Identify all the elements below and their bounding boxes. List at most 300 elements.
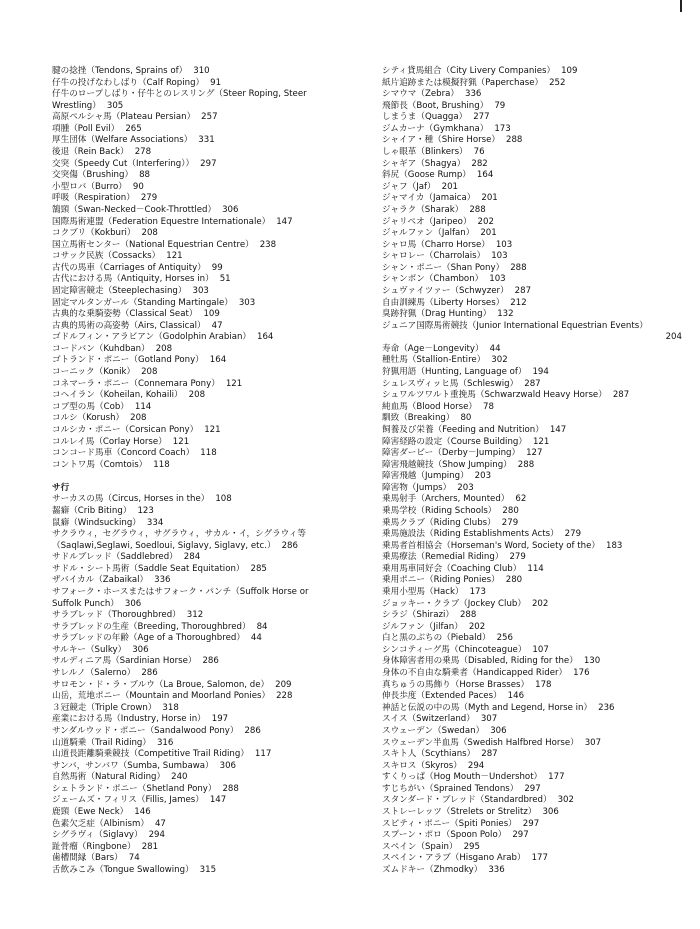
index-term: コネマーラ・ポニー（Connemara Pony） bbox=[52, 378, 220, 389]
index-page-number: 121 bbox=[204, 424, 221, 435]
index-term: （Saqlawi,Seglawi, Soedloui, Siglavy, Siglavy, etc.） bbox=[52, 540, 276, 551]
index-entry bbox=[52, 691, 368, 703]
index-entry bbox=[52, 518, 368, 530]
index-page-number: 277 bbox=[473, 112, 490, 123]
index-page-number: 103 bbox=[491, 251, 508, 262]
index-term: コードバン（Kuhdban） bbox=[52, 343, 150, 354]
index-entry bbox=[382, 89, 682, 101]
index-term: サドルブレッド（Saddlebred） bbox=[52, 552, 178, 563]
index-entry bbox=[52, 251, 368, 263]
section-heading: サ行 bbox=[52, 482, 70, 493]
index-page-number: 257 bbox=[201, 112, 218, 123]
index-term: サラブレッドの年齢（Age of a Thoroughbred） bbox=[52, 633, 245, 644]
index-term: 白と黒のぶちの（Piebald） bbox=[382, 633, 491, 644]
index-term: ジルファン（Jilfan） bbox=[382, 621, 463, 632]
index-entry bbox=[52, 413, 368, 425]
index-term: ゴドルフィン・アラビアン（Godolphin Arabian） bbox=[52, 332, 251, 343]
index-entry bbox=[52, 714, 368, 726]
index-page-number: 62 bbox=[515, 494, 527, 505]
index-page-number: 305 bbox=[106, 100, 124, 111]
index-term: 後退（Rein Back） bbox=[52, 147, 129, 158]
index-entry bbox=[52, 668, 368, 680]
index-term: 国際馬術連盟（Federation Equestre Internationale） bbox=[52, 216, 271, 227]
index-term: コサック民族（Cossacks） bbox=[52, 251, 161, 262]
index-page-number: 127 bbox=[526, 448, 543, 459]
index-term: しまうま（Quagga） bbox=[382, 112, 468, 123]
index-entry bbox=[52, 344, 368, 356]
index-page-number: 109 bbox=[203, 309, 220, 320]
index-page-number: 146 bbox=[134, 807, 151, 817]
index-entry bbox=[382, 379, 682, 391]
index-entry bbox=[52, 182, 368, 194]
index-term: 斜尻（Goose Rump） bbox=[382, 170, 471, 181]
index-entry bbox=[52, 390, 368, 402]
index-page-number: 132 bbox=[497, 309, 514, 320]
index-page-number: 118 bbox=[200, 448, 217, 459]
index-term: 項腫（Poll Evil） bbox=[52, 123, 120, 134]
index-entry bbox=[382, 552, 682, 564]
index-page-number: 183 bbox=[606, 540, 623, 551]
index-term: 障害経路の設定（Course Building） bbox=[382, 436, 527, 447]
index-page-number: 286 bbox=[202, 656, 219, 667]
index-term: スプーン・ポロ（Spoon Polo） bbox=[382, 830, 507, 841]
corner-mark bbox=[680, 0, 682, 12]
index-entry bbox=[382, 101, 682, 113]
index-term: 交突傷（Brushing） bbox=[52, 170, 134, 181]
index-entry bbox=[382, 738, 682, 750]
index-term: シラジ（Shirazi） bbox=[382, 610, 454, 621]
index-term: 寿命（Age－Longevity） bbox=[382, 343, 484, 354]
index-page-number: 278 bbox=[134, 147, 152, 158]
index-entry bbox=[382, 135, 682, 147]
index-term: シマウマ（Zebra） bbox=[382, 89, 459, 100]
index-entry bbox=[52, 587, 368, 599]
index-page-number: 279 bbox=[501, 517, 519, 528]
index-page-number: 286 bbox=[244, 725, 261, 736]
index-term: 障害ダービー（Derby－Jumping） bbox=[382, 448, 521, 459]
index-entry bbox=[52, 749, 368, 761]
index-entry bbox=[382, 355, 682, 367]
index-page-number: 306 bbox=[490, 725, 507, 736]
index-term: 狩猟用語（Hunting, Language of） bbox=[382, 367, 527, 378]
index-entry bbox=[52, 599, 368, 611]
index-entry bbox=[382, 761, 682, 773]
index-page-number: 99 bbox=[211, 262, 223, 273]
index-entry bbox=[52, 784, 368, 796]
index-page-number: 194 bbox=[532, 367, 549, 378]
index-page-number: 306 bbox=[542, 807, 559, 817]
index-entry bbox=[52, 124, 368, 136]
index-page-number: 208 bbox=[130, 413, 147, 424]
index-entry bbox=[382, 460, 682, 472]
index-page-number: 302 bbox=[491, 355, 508, 366]
index-page-number: 284 bbox=[183, 552, 201, 563]
index-entry bbox=[52, 217, 368, 229]
index-page-number: 90 bbox=[132, 181, 144, 192]
index-term: コルレイ馬（Corlay Horse） bbox=[52, 436, 167, 447]
index-term: 厚生団体（Welfare Associations） bbox=[52, 135, 193, 146]
index-page-number: 91 bbox=[210, 77, 222, 88]
index-term: ジャマイカ（Jamaica） bbox=[382, 193, 476, 204]
index-term: 国立馬術センター（National Equestrian Centre） bbox=[52, 239, 254, 250]
index-entry bbox=[382, 541, 682, 553]
index-page-number: 228 bbox=[276, 691, 293, 702]
index-page-number: 84 bbox=[256, 621, 268, 632]
index-entry bbox=[52, 379, 368, 391]
index-term: 身体の不自由な騎乗者（Handicapped Rider） bbox=[382, 668, 568, 679]
index-term: シュレスヴィッヒ馬（Schleswig） bbox=[382, 378, 519, 389]
index-page-number: 51 bbox=[219, 274, 231, 285]
index-entry bbox=[52, 842, 368, 854]
index-term: スウェーデン半血馬（Swedish Halfbred Horse） bbox=[382, 737, 579, 748]
index-term: 舌飲みこみ（Tongue Swallowing） bbox=[52, 864, 194, 875]
index-term: ３冠競走（Triple Crown） bbox=[52, 702, 157, 713]
index-page-number: 288 bbox=[510, 262, 527, 273]
index-page-number: 282 bbox=[471, 158, 488, 169]
index-page-number: 78 bbox=[482, 401, 494, 412]
index-term: スペイン（Spain） bbox=[382, 841, 458, 852]
index-entry bbox=[382, 599, 682, 611]
index-entry bbox=[382, 448, 682, 460]
index-term: 固定障害競走（Steeplechasing） bbox=[52, 285, 187, 296]
index-term: シャイア・種（Shire Horse） bbox=[382, 135, 500, 146]
index-entry bbox=[382, 795, 682, 807]
index-entry bbox=[382, 112, 682, 124]
index-entry bbox=[52, 112, 368, 124]
index-page-number: 306 bbox=[222, 204, 239, 215]
index-entry bbox=[52, 622, 368, 634]
index-term: シュヴァイツァー（Schwyzer） bbox=[382, 285, 509, 296]
index-page-number: 177 bbox=[548, 772, 565, 783]
index-entry bbox=[382, 645, 682, 657]
index-entry bbox=[382, 471, 682, 483]
index-page-number: 287 bbox=[481, 749, 498, 760]
index-entry bbox=[52, 564, 368, 576]
index-page-number: 279 bbox=[509, 552, 526, 563]
index-entry bbox=[52, 865, 368, 877]
index-term: ジャラク（Sharak） bbox=[382, 204, 464, 215]
index-term: しゃ眼革（Blinkers） bbox=[382, 147, 468, 158]
index-page-number: 307 bbox=[584, 737, 602, 748]
index-page-number: 173 bbox=[469, 587, 486, 598]
index-entry bbox=[52, 355, 368, 367]
index-term: シティ貸馬組合（City Livery Companies） bbox=[382, 66, 556, 76]
index-term: 古代の馬車（Carriages of Antiquity） bbox=[52, 262, 206, 273]
index-entry bbox=[52, 228, 368, 240]
index-entry bbox=[382, 240, 682, 252]
index-page-number: 107 bbox=[532, 644, 549, 655]
index-page-number: 288 bbox=[469, 204, 486, 215]
index-term: ジャフ（Jaf） bbox=[382, 181, 436, 192]
index-entry bbox=[382, 622, 682, 634]
index-entry bbox=[52, 738, 368, 750]
index-term: 純血馬（Blood Horse） bbox=[382, 401, 477, 412]
index-page-number: 109 bbox=[561, 66, 578, 76]
index-entry bbox=[382, 170, 682, 182]
index-page-number: 315 bbox=[199, 864, 217, 875]
index-entry bbox=[382, 772, 682, 784]
index-term: 古典的な乗騎姿勢（Classical Seat） bbox=[52, 309, 198, 320]
index-page-number: 201 bbox=[481, 193, 498, 204]
index-entry bbox=[382, 807, 682, 819]
index-term: シャン・ポニー（Shan Pony） bbox=[382, 262, 505, 273]
index-term: すくりっぱ（Hog Mouth－Undershot） bbox=[382, 772, 543, 783]
index-entry bbox=[382, 124, 682, 136]
index-term: サンバ，サンバワ（Sumba, Sumbawa） bbox=[52, 760, 214, 771]
index-page-number: 318 bbox=[162, 702, 179, 713]
index-entry bbox=[382, 865, 682, 877]
index-entry bbox=[382, 842, 682, 854]
index-entry bbox=[52, 205, 368, 217]
index-entry bbox=[382, 182, 682, 194]
index-entry bbox=[382, 749, 682, 761]
index-entry bbox=[52, 367, 368, 379]
index-page-number: 202 bbox=[531, 598, 549, 609]
index-entry bbox=[382, 309, 682, 321]
index-page-number: 288 bbox=[222, 783, 239, 794]
index-page-number: 123 bbox=[137, 505, 154, 516]
index-term: 腱の捻挫（Tendons, Sprains of） bbox=[52, 66, 188, 76]
index-entry bbox=[382, 668, 682, 680]
index-term: 鹿頸（Ewe Neck） bbox=[52, 807, 129, 817]
index-entry bbox=[382, 251, 682, 263]
index-page-number: 164 bbox=[476, 170, 494, 181]
blank-line bbox=[52, 471, 368, 483]
index-entry bbox=[52, 830, 368, 842]
index-term: ザバイカル（Zabaikal） bbox=[52, 575, 149, 586]
index-page-number: 306 bbox=[124, 598, 142, 609]
index-page-number: 316 bbox=[156, 737, 174, 748]
index-term: シュワルツワルト重挽馬（Schwarzwald Heavy Horse） bbox=[382, 390, 607, 401]
index-page-number: 310 bbox=[193, 66, 210, 76]
index-entry bbox=[52, 819, 368, 831]
index-entry bbox=[52, 193, 368, 205]
index-term: 紙片追跡または模擬狩猟（Paperchase） bbox=[382, 77, 544, 88]
index-term: 鵠頸（Swan-Necked－Cook-Throttled） bbox=[52, 204, 217, 215]
index-term: ジョッキー・クラブ（Jockey Club） bbox=[382, 598, 526, 609]
index-term: コントワ馬（Comtois） bbox=[52, 459, 148, 470]
index-page-number: 147 bbox=[209, 795, 227, 806]
index-term: サラブレッドの生産（Breeding, Thoroughbred） bbox=[52, 621, 251, 632]
index-term: 乗用ポニー（Riding Ponies） bbox=[382, 575, 500, 586]
index-entry bbox=[382, 726, 682, 738]
index-term: ジャリペオ（Jaripeo） bbox=[382, 216, 472, 227]
index-page-number: 208 bbox=[141, 367, 158, 378]
index-page-number: 118 bbox=[153, 459, 170, 470]
index-page-number: 114 bbox=[527, 563, 544, 574]
index-entry bbox=[52, 425, 368, 437]
index-entry bbox=[52, 541, 368, 553]
index-page-number: 331 bbox=[198, 135, 215, 146]
index-entry bbox=[382, 784, 682, 796]
index-term: サドル・シート馬術（Saddle Seat Equitation） bbox=[52, 563, 245, 574]
index-term: シャンボン（Chambon） bbox=[382, 274, 484, 285]
index-page-number: 147 bbox=[276, 216, 293, 227]
index-term: 山岳，荒地ポニー（Mountain and Moorland Ponies） bbox=[52, 691, 271, 702]
index-page-number: 286 bbox=[141, 668, 158, 679]
index-entry bbox=[382, 587, 682, 599]
index-entry bbox=[382, 66, 682, 78]
index-entry bbox=[52, 575, 368, 587]
index-page-number: 208 bbox=[155, 343, 173, 354]
index-entry bbox=[52, 460, 368, 472]
index-page-number: 297 bbox=[522, 818, 540, 829]
index-entry bbox=[382, 656, 682, 668]
index-term: 障害飛越（Jumping） bbox=[382, 471, 469, 482]
index-entry bbox=[52, 159, 368, 171]
index-page-number: 146 bbox=[507, 691, 525, 702]
index-page-number: 286 bbox=[281, 540, 298, 551]
index-term: サルキー（Sulky） bbox=[52, 644, 127, 655]
index-page-number: 280 bbox=[502, 505, 519, 516]
index-term: 馴致（Breaking） bbox=[382, 413, 455, 424]
index-page-number: 208 bbox=[188, 390, 206, 401]
index-page-number: 294 bbox=[148, 830, 165, 841]
index-entry bbox=[382, 830, 682, 842]
index-entry bbox=[382, 332, 682, 344]
index-entry bbox=[52, 772, 368, 784]
index-page-number: 256 bbox=[496, 633, 513, 644]
index-page-number: 121 bbox=[172, 436, 190, 447]
index-term: コルシ（Korush） bbox=[52, 413, 125, 424]
index-entry bbox=[52, 402, 368, 414]
index-term: 伸長歩度（Extended Paces） bbox=[382, 691, 502, 702]
index-entry bbox=[52, 552, 368, 564]
index-page-number: 173 bbox=[494, 123, 511, 134]
index-entry bbox=[382, 78, 682, 90]
index-page-number: 44 bbox=[250, 633, 262, 644]
index-page-number: 236 bbox=[598, 702, 615, 713]
index-page-number: 74 bbox=[128, 853, 140, 864]
index-entry bbox=[52, 853, 368, 865]
index-term: サロモン・ド・ラ・ブルウ（La Broue, Salomon, de） bbox=[52, 679, 270, 690]
index-column-right bbox=[382, 66, 682, 876]
index-page-number: 88 bbox=[139, 170, 150, 181]
index-entry bbox=[52, 274, 368, 286]
index-term: 仔牛の投げなわしばり（Calf Roping） bbox=[52, 77, 205, 88]
index-term: ジムカーナ（Gymkhana） bbox=[382, 123, 489, 134]
index-entry bbox=[382, 529, 682, 541]
index-entry bbox=[52, 101, 368, 113]
index-page-number: 197 bbox=[211, 714, 229, 725]
index-entry bbox=[52, 332, 368, 344]
index-term: 自然馬術（Natural Riding） bbox=[52, 772, 166, 783]
index-term: 色素欠乏症（Albinism） bbox=[52, 818, 149, 829]
index-term: シャロレー（Charrolais） bbox=[382, 251, 486, 262]
index-page-number: 281 bbox=[141, 841, 159, 852]
index-page-number: 238 bbox=[259, 239, 277, 250]
index-entry bbox=[52, 726, 368, 738]
index-entry bbox=[382, 286, 682, 298]
index-entry bbox=[52, 135, 368, 147]
index-page-number: 80 bbox=[460, 413, 472, 424]
index-term: コーニック（Konik） bbox=[52, 367, 136, 378]
index-entry bbox=[52, 309, 368, 321]
index-term: サラブレッド（Thoroughbred） bbox=[52, 610, 181, 621]
index-page-number: 121 bbox=[166, 251, 183, 262]
index-entry bbox=[382, 147, 682, 159]
index-entry bbox=[52, 437, 368, 449]
index-term: 種牡馬（Stallion-Entire） bbox=[382, 355, 486, 366]
index-page-number: 176 bbox=[573, 668, 590, 679]
index-term: 飼養及び栄養（Feeding and Nutrition） bbox=[382, 424, 544, 435]
index-term: ストレーレッツ（Strelets or Strelitz） bbox=[382, 807, 537, 817]
index-term: スタンダード・ブレッド（Standardbred） bbox=[382, 795, 552, 806]
index-term: 小型ロバ（Burro） bbox=[52, 181, 127, 192]
index-entry bbox=[382, 321, 682, 333]
index-entry bbox=[52, 680, 368, 692]
index-term: 乗馬者首相協会（Horseman's Word, Society of the） bbox=[382, 540, 600, 551]
index-page-number: 114 bbox=[134, 401, 152, 412]
index-term: 山道長距離騎乗競技（Competitive Trail Riding） bbox=[52, 749, 249, 760]
index-term: 乗用小型馬（Hack） bbox=[382, 587, 464, 598]
index-term: スキロス（Skyros） bbox=[382, 760, 462, 771]
index-entry bbox=[382, 367, 682, 379]
index-page-number: 212 bbox=[510, 297, 527, 308]
index-term: 臭跡狩猟（Drag Hunting） bbox=[382, 309, 492, 320]
index-entry bbox=[52, 656, 368, 668]
index-page-number: 294 bbox=[467, 760, 485, 771]
index-entry bbox=[382, 344, 682, 356]
index-entry bbox=[382, 633, 682, 645]
index-term: 齧癖（Crib Biting） bbox=[52, 505, 132, 516]
index-term: シャロ馬（Charro Horse） bbox=[382, 239, 490, 250]
index-term: 障害飛越競技（Show Jumping） bbox=[382, 459, 512, 470]
index-term: ジュニア国際馬術競技（Junior International Equestrian Events） bbox=[382, 320, 648, 331]
index-page-number: 76 bbox=[473, 147, 485, 158]
index-entry bbox=[382, 205, 682, 217]
index-entry bbox=[52, 795, 368, 807]
index-entry bbox=[382, 413, 682, 425]
index-term: ズムドキー（Zhmodky） bbox=[382, 864, 483, 875]
index-term: 乗馬施設法（Riding Establishments Acts） bbox=[382, 529, 559, 540]
index-term: 呼吸（Respiration） bbox=[52, 193, 135, 204]
index-term: スウェーデン（Swedan） bbox=[382, 725, 485, 736]
index-page-number: 240 bbox=[171, 772, 188, 783]
index-term: 神話と伝説の中の馬（Myth and Legend, Horse in） bbox=[382, 702, 593, 713]
index-term: 高原ペルシャ馬（Plateau Persian） bbox=[52, 112, 196, 123]
index-term: ジェームズ・フィリス（Fillis, James） bbox=[52, 795, 204, 806]
index-page-number: 295 bbox=[463, 841, 480, 852]
index-entry bbox=[382, 159, 682, 171]
index-page-number: 203 bbox=[474, 471, 492, 482]
index-entry bbox=[382, 506, 682, 518]
index-term: サルディニア馬（Sardinian Horse） bbox=[52, 656, 197, 667]
index-term: コブ型の馬（Cob） bbox=[52, 401, 129, 412]
index-entry bbox=[52, 298, 368, 310]
index-page-number: 297 bbox=[524, 783, 541, 794]
index-term: スピティ・ポニー（Spiti Ponies） bbox=[382, 818, 517, 829]
index-page-number: 312 bbox=[186, 610, 204, 621]
index-term: 飛節長（Boot, Brushing） bbox=[382, 100, 489, 111]
index-page-number: 79 bbox=[494, 100, 506, 111]
index-page-number: 288 bbox=[517, 459, 535, 470]
index-term: 産業における馬（Industry, Horse in） bbox=[52, 714, 206, 725]
index-term: 乗用馬車同好会（Coaching Club） bbox=[382, 563, 522, 574]
index-term: 固定マルタンガール（Standing Martingale） bbox=[52, 297, 233, 308]
index-page-number: 209 bbox=[275, 679, 292, 690]
index-term: Wrestling） bbox=[52, 100, 101, 111]
index-entry bbox=[52, 633, 368, 645]
index-term: コルシカ・ポニー（Corsican Pony） bbox=[52, 424, 199, 435]
index-term: コクブリ（Kokburi） bbox=[52, 228, 136, 239]
index-term: 古典的馬術の高姿勢（Airs, Classical） bbox=[52, 320, 206, 331]
index-page-number: 336 bbox=[465, 89, 482, 100]
index-page-number: 288 bbox=[506, 135, 523, 146]
index-term: サレルノ（Salerno） bbox=[52, 668, 136, 679]
index-page-number: 297 bbox=[512, 830, 529, 841]
index-term: スペイン・アラブ（Hisgano Arab） bbox=[382, 853, 526, 864]
